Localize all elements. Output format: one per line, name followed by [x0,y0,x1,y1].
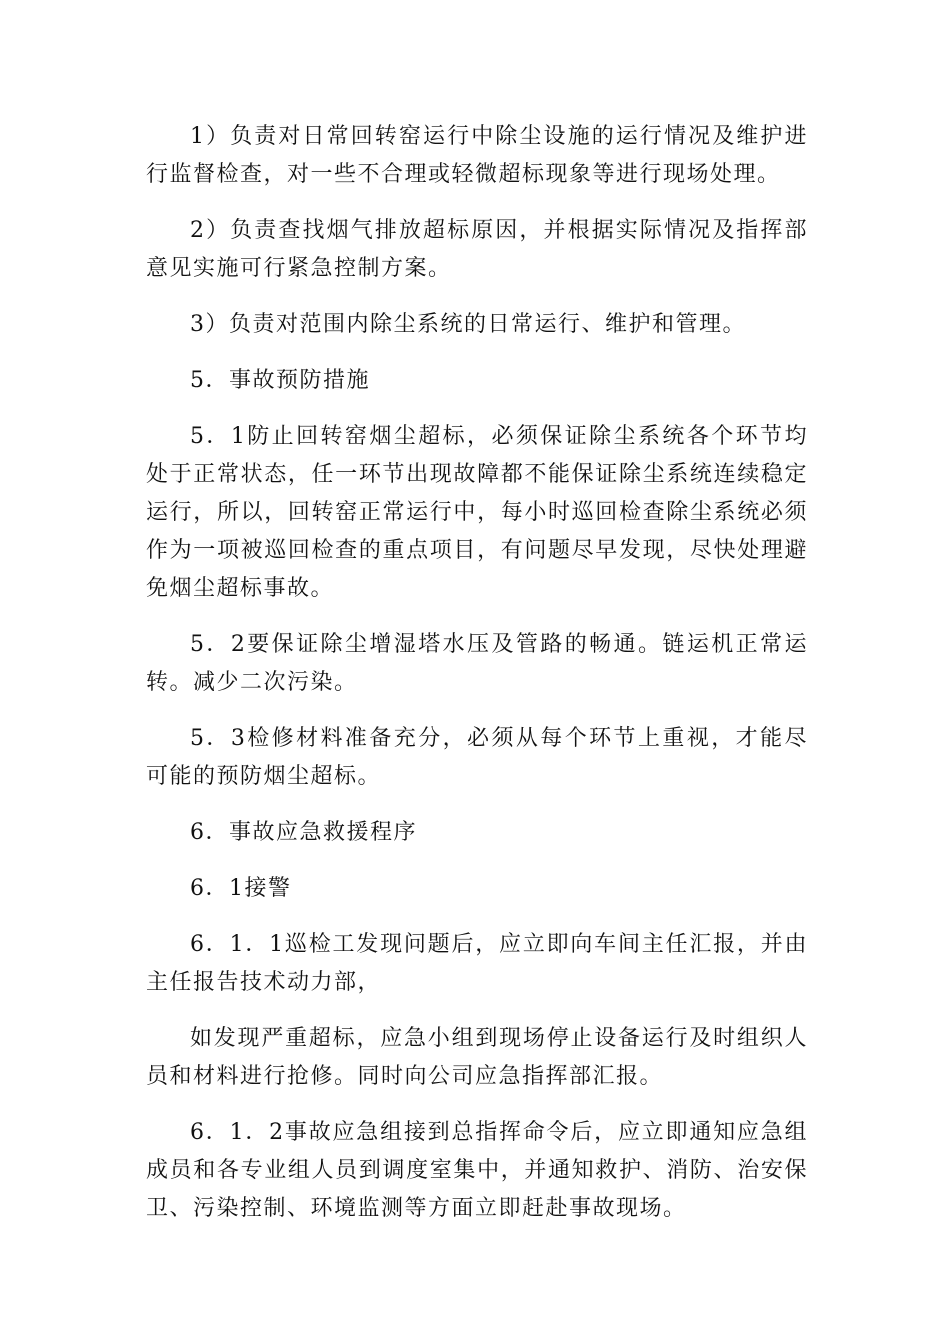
document-body [146,118,808,1246]
paragraph-5-1: 5．1防止回转窑烟尘超标，必须保证除尘系统各个环节均处于正常状态，任一环节出现故障都不能保证除尘系统连续稳定运行，所以，回转窑正常运行中，每小时巡回检查除尘系统必须作为一项被巡回检查的重点项目，有问题尽早发现，尽快处理避免烟尘超标事故。 [146,424,808,601]
section-heading-5: 5．事故预防措施 [190,368,370,393]
subsection-heading-6-1: 6．1接警 [190,876,292,901]
paragraph-duty-3: 3）负责对范围内除尘系统的日常运行、维护和管理。 [190,312,746,337]
paragraph-6-1-1-cont: 如发现严重超标，应急小组到现场停止设备运行及时组织人员和材料进行抢修。同时向公司应急指挥部汇报。 [146,1026,808,1089]
paragraph-5-3: 5．3检修材料准备充分，必须从每个环节上重视，才能尽可能的预防烟尘超标。 [146,726,808,789]
paragraph-duty-1: 1）负责对日常回转窑运行中除尘设施的运行情况及维护进行监督检查，对一些不合理或轻微超标现象等进行现场处理。 [146,124,808,187]
paragraph-6-1-2: 6．1．2事故应急组接到总指挥命令后，应立即通知应急组成员和各专业组人员到调度室集中，并通知救护、消防、治安保卫、污染控制、环境监测等方面立即赶赴事故现场。 [146,1120,808,1221]
paragraph-duty-2: 2）负责查找烟气排放超标原因，并根据实际情况及指挥部意见实施可行紧急控制方案。 [146,218,808,281]
section-heading-6: 6．事故应急救援程序 [190,820,417,845]
paragraph-5-2: 5．2要保证除尘增湿塔水压及管路的畅通。链运机正常运转。减少二次污染。 [146,632,808,695]
paragraph-6-1-1: 6．1．1巡检工发现问题后，应立即向车间主任汇报，并由主任报告技术动力部， [146,932,808,995]
